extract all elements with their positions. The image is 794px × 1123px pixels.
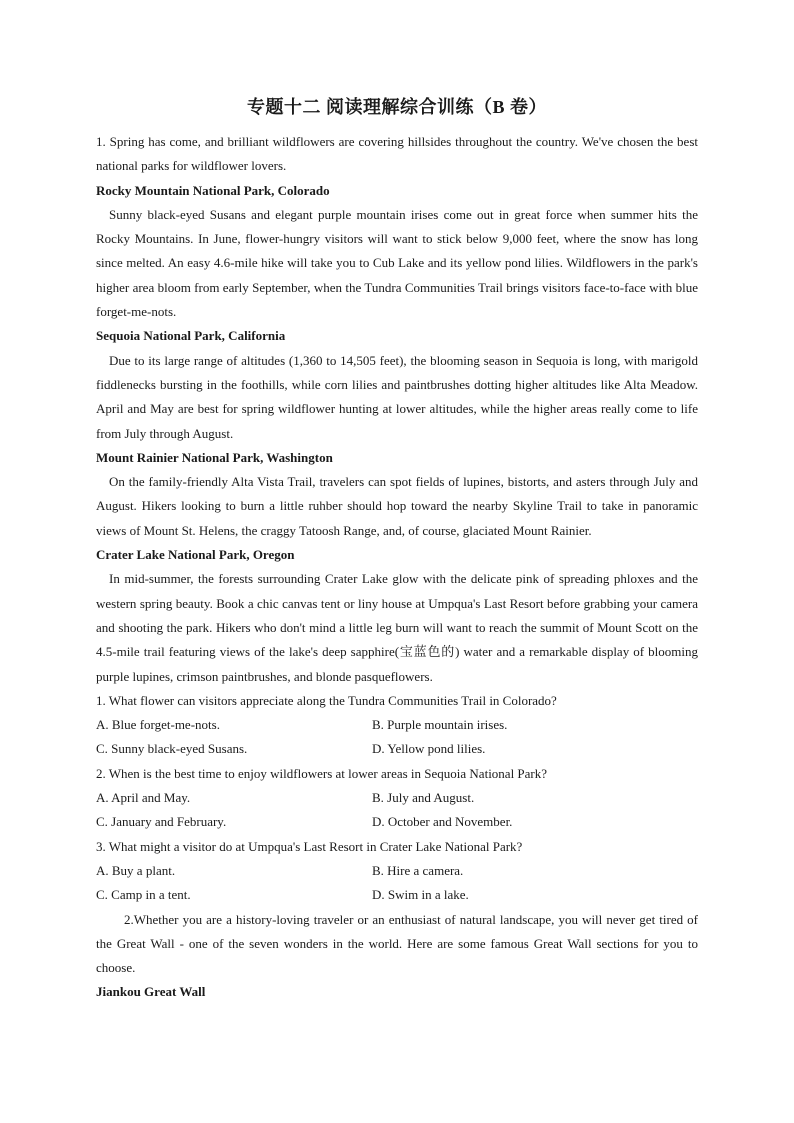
option-b: B. Hire a camera. bbox=[372, 862, 464, 878]
section-text: Sunny black-eyed Susans and elegant purple mountain irises come out in great force when summer hits the Rocky Mountains. In June, flower-hungry visitors will want to stick below 9,000 feet, where the snow has long since melted. An easy 4.6-mile hike will take you to Cub Lake and its yellow pond lilies. Wildflowers in the park's higher area bloom from early September, when the Tundra Communities Trail brings visitors face-to-face with blue forget-me-nots. bbox=[96, 206, 698, 320]
section-heading: Rocky Mountain National Park, Colorado bbox=[96, 182, 330, 198]
passage1-intro: 1. Spring has come, and brilliant wildflowers are covering hillsides throughout the country. We've chosen the best national parks for wildflower lovers. bbox=[96, 134, 698, 174]
option-c: C. Sunny black-eyed Susans. bbox=[96, 741, 248, 757]
document-page bbox=[96, 96, 698, 1005]
passage1-section-rocky bbox=[96, 179, 698, 325]
option-a: A. April and May. bbox=[96, 790, 191, 806]
question-options bbox=[96, 713, 698, 762]
section-text: In mid-summer, the forests surrounding Crater Lake glow with the delicate pink of spreading phloxes and the western spring beauty. Book a chic canvas tent or liny house at Umpqua's Last Resort before grabbing your camera and shooting the park. Hikers who don't mind a little leg burn will want to reach the summit of Mount Scott on the 4.5-mile trail featuring views of the lake's deep sapphire(宝蓝色的) water and a remarkable display of blooming purple lupines, crimson paintbrushes, and blonde pasqueflowers. bbox=[96, 571, 698, 684]
question-stem: 2. When is the best time to enjoy wildflowers at lower areas in Sequoia National Park? bbox=[96, 765, 548, 781]
passage1-section-rainier bbox=[96, 446, 698, 543]
question-options bbox=[96, 786, 698, 835]
section-heading: Crater Lake National Park, Oregon bbox=[96, 547, 295, 563]
option-c: C. January and February. bbox=[96, 814, 227, 830]
passage1-section-crater bbox=[96, 543, 698, 689]
section-heading: Jiankou Great Wall bbox=[96, 984, 206, 1000]
section-heading: Mount Rainier National Park, Washington bbox=[96, 449, 333, 465]
option-b: B. July and August. bbox=[372, 790, 475, 806]
passage1-section-sequoia bbox=[96, 324, 698, 445]
option-b: B. Purple mountain irises. bbox=[372, 717, 508, 733]
option-a: A. Blue forget-me-nots. bbox=[96, 717, 220, 733]
option-a: A. Buy a plant. bbox=[96, 862, 176, 878]
question-stem: 3. What might a visitor do at Umpqua's Last Resort in Crater Lake National Park? bbox=[96, 838, 523, 854]
option-d: D. Swim in a lake. bbox=[372, 887, 469, 903]
passage2-intro: 2.Whether you are a history-loving traveler or an enthusiast of natural landscape, you will never get tired of the Great Wall - one of the seven wonders in the world. Here are some famous Great Wall sections for you to choose. bbox=[96, 911, 698, 976]
question-1 bbox=[96, 689, 698, 762]
option-d: D. Yellow pond lilies. bbox=[372, 741, 486, 757]
section-heading: Sequoia National Park, California bbox=[96, 328, 286, 344]
section-text: On the family-friendly Alta Vista Trail, travelers can spot fields of lupines, bistorts, and asters through July and August. Hikers looking to burn a little ruhber should hop toward the nearby Skyline Trail to take in panoramic views of Mount St. Helens, the craggy Tatoosh Range, and, of course, glaciated Mount Rainier. bbox=[96, 474, 698, 538]
option-c: C. Camp in a tent. bbox=[96, 887, 191, 903]
section-text: Due to its large range of altitudes (1,360 to 14,505 feet), the blooming season in Sequoia is long, with marigold fiddlenecks bursting in the foothills, while corn lilies and paintbrushes dotting higher altitudes like Alta Meadow. April and May are best for spring wildflower hunting at lower altitudes, while the higher areas really come to life from July through August. bbox=[96, 352, 698, 441]
question-options bbox=[96, 859, 698, 908]
option-d: D. October and November. bbox=[372, 814, 513, 830]
question-stem: 1. What flower can visitors appreciate along the Tundra Communities Trail in Colorado? bbox=[96, 692, 557, 708]
question-3 bbox=[96, 835, 698, 908]
question-2 bbox=[96, 762, 698, 835]
page-title: 专题十二 阅读理解综合训练（B 卷） bbox=[246, 97, 547, 117]
